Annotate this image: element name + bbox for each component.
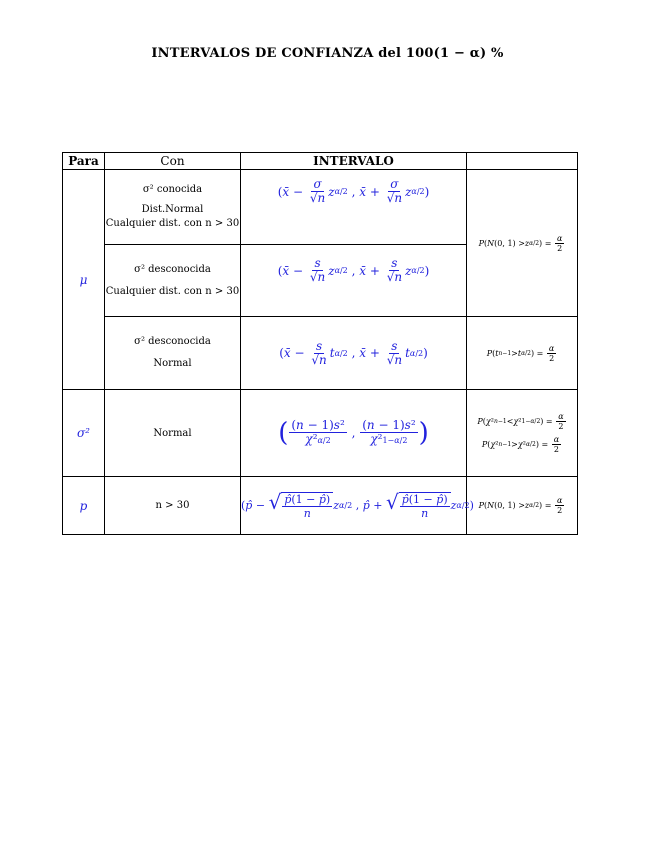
page-title: INTERVALOS DE CONFIANZA del 100(1 − α) %	[151, 46, 504, 61]
confidence-interval-table	[62, 152, 578, 535]
prob-cell: P ( N (0, 1) > z α/2 ) = $\frac{\alpha}{2}$	[467, 477, 578, 535]
con-text: σ² conocida	[142, 184, 203, 195]
header-extra	[467, 153, 578, 170]
con-text: Normal	[153, 358, 192, 369]
interval-formula: ( p̂ − √ $\frac{p̂(1 - p̂)}{n}$ z α/2 , p̂ + √ $\frac{p̂(1 - p̂)}{n}$ z α/2 )	[241, 477, 467, 535]
con-text: Dist.Normal	[141, 204, 204, 215]
prob-cell: P ( χ ² n−1 < χ ² 1−α/2 ) = $\frac{\alpha}{2}$ P ( χ ² n−1 > χ ² α/2 ) = $\frac{\alpha}{2}$	[467, 390, 578, 477]
header-para: Para	[63, 153, 105, 170]
prob-cell: P ( N (0, 1) > z α/2 ) = $\frac{\alpha}{2}$	[467, 170, 578, 317]
table-row	[63, 170, 578, 245]
interval-formula: ( x̄ − $\frac{s}{√n}$ z α/2 , x̄ + $\frac{s}{√n}$ z α/2 )	[241, 245, 467, 317]
con-cell	[105, 317, 241, 390]
interval-formula: ( $\frac{\text{(n − 1)s²}}{\text{χ²α/2}}$ , $\frac{\text{(n − 1)s²}}{\text{χ²1−α/2}}$ )	[241, 390, 467, 477]
interval-formula: ( x̄ − $\frac{\sigma}{√n}$ z α/2 , x̄ + $\frac{\sigma}{√n}$ z α/2 )	[241, 170, 467, 245]
prob-cell: P ( t n−1 > t α/2 ) = $\frac{\alpha}{2}$	[467, 317, 578, 390]
con-cell	[105, 170, 241, 245]
con-text: Cualquier dist. con n > 30	[105, 285, 240, 297]
table-row	[63, 477, 578, 535]
con-text: Cualquier dist. con n > 30	[105, 218, 240, 229]
table-header-row	[63, 153, 578, 170]
param-sigma: σ²	[63, 390, 105, 477]
table-row	[63, 390, 578, 477]
table-row	[63, 317, 578, 390]
con-cell: n > 30	[105, 477, 241, 535]
con-cell: Normal	[105, 390, 241, 477]
con-cell	[105, 245, 241, 317]
header-intervalo: INTERVALO	[241, 153, 467, 170]
header-con: Con	[105, 153, 241, 170]
con-text: σ² desconocida	[134, 336, 211, 347]
con-text: σ² desconocida	[134, 263, 211, 275]
param-mu: μ	[63, 170, 105, 390]
param-p: p	[63, 477, 105, 535]
interval-formula: ( x̄ − $\frac{s}{√n}$ t α/2 , x̄ + $\frac{s}{√n}$ t α/2 )	[241, 317, 467, 390]
